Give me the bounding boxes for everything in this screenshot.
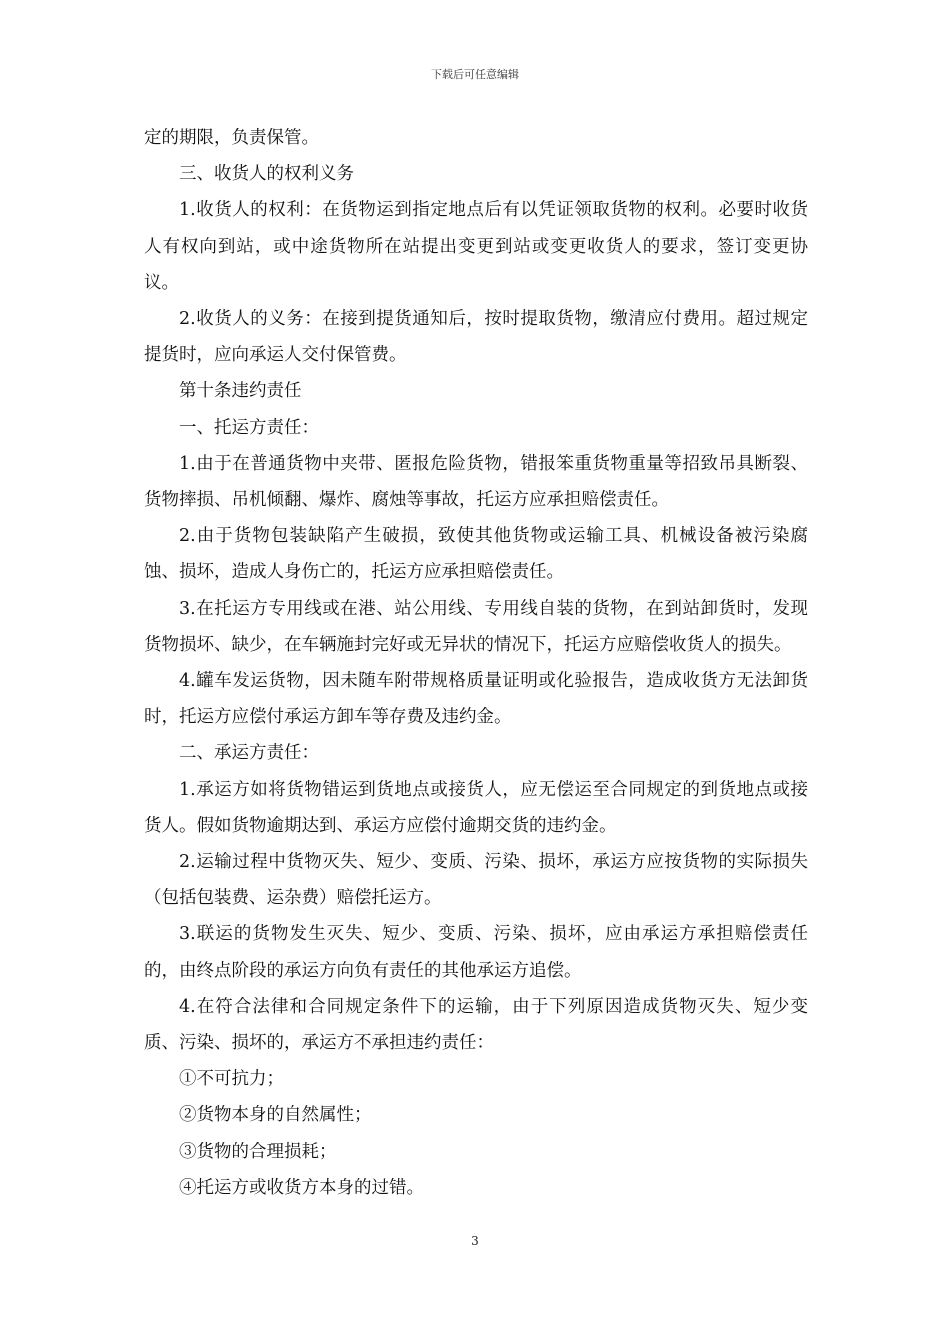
paragraph: 定的期限，负责保管。 bbox=[144, 128, 319, 148]
page-number: 3 bbox=[471, 1234, 479, 1248]
page-header: 下载后可任意编辑 bbox=[431, 68, 519, 81]
paragraph: 1.收货人的权利：在货物运到指定地点后有以凭证领取货物的权利。必要时收货人有权向到站，或中途货物所在站提出变更到站或变更收货人的要求，签订变更协议。 bbox=[144, 200, 808, 293]
section-heading: 一、托运方责任： bbox=[179, 417, 319, 438]
paragraph: 3.联运的货物发生灭失、短少、变质、污染、损坏，应由承运方承担赔偿责任的，由终点阶段的承运方向负有责任的其他承运方追偿。 bbox=[144, 924, 808, 981]
paragraph: 1.承运方如将货物错运到货地点或接货人，应无偿运至合同规定的到货地点或接货人。假如货物逾期达到、承运方应偿付逾期交货的违约金。 bbox=[144, 779, 808, 836]
section-heading: 三、收货人的权利义务 bbox=[179, 164, 354, 185]
paragraph: 2.收货人的义务：在接到提货通知后，按时提取货物，缴清应付费用。超过规定提货时，应向承运人交付保管费。 bbox=[144, 309, 808, 366]
paragraph: 4.罐车发运货物，因未随车附带规格质量证明或化验报告，造成收货方无法卸货时，托运方应偿付承运方卸车等存费及违约金。 bbox=[144, 671, 808, 728]
document-body bbox=[144, 120, 808, 1206]
paragraph: 4.在符合法律和合同规定条件下的运输，由于下列原因造成货物灭失、短少变质、污染、损坏的，承运方不承担违约责任： bbox=[144, 996, 808, 1054]
list-item: ③货物的合理损耗； bbox=[179, 1141, 337, 1162]
paragraph: 2.由于货物包装缺陷产生破损，致使其他货物或运输工具、机械设备被污染腐蚀、损坏，造成人身伤亡的，托运方应承担赔偿责任。 bbox=[144, 526, 808, 583]
list-item: ④托运方或收货方本身的过错。 bbox=[179, 1177, 424, 1198]
article-heading: 第十条违约责任 bbox=[179, 381, 302, 402]
list-item: ①不可抗力； bbox=[179, 1069, 284, 1090]
paragraph: 2.运输过程中货物灭失、短少、变质、污染、损坏，承运方应按货物的实际损失（包括包装费、运杂费）赔偿托运方。 bbox=[144, 852, 808, 909]
list-item: ②货物本身的自然属性； bbox=[179, 1105, 372, 1126]
section-heading: 二、承运方责任： bbox=[179, 743, 319, 764]
paragraph: 1.由于在普通货物中夹带、匿报危险货物，错报笨重货物重量等招致吊具断裂、货物摔损、吊机倾翻、爆炸、腐烛等事故，托运方应承担赔偿责任。 bbox=[144, 453, 808, 511]
paragraph: 3.在托运方专用线或在港、站公用线、专用线自装的货物，在到站卸货时，发现货物损坏、缺少，在车辆施封完好或无异状的情况下，托运方应赔偿收货人的损失。 bbox=[144, 598, 808, 655]
